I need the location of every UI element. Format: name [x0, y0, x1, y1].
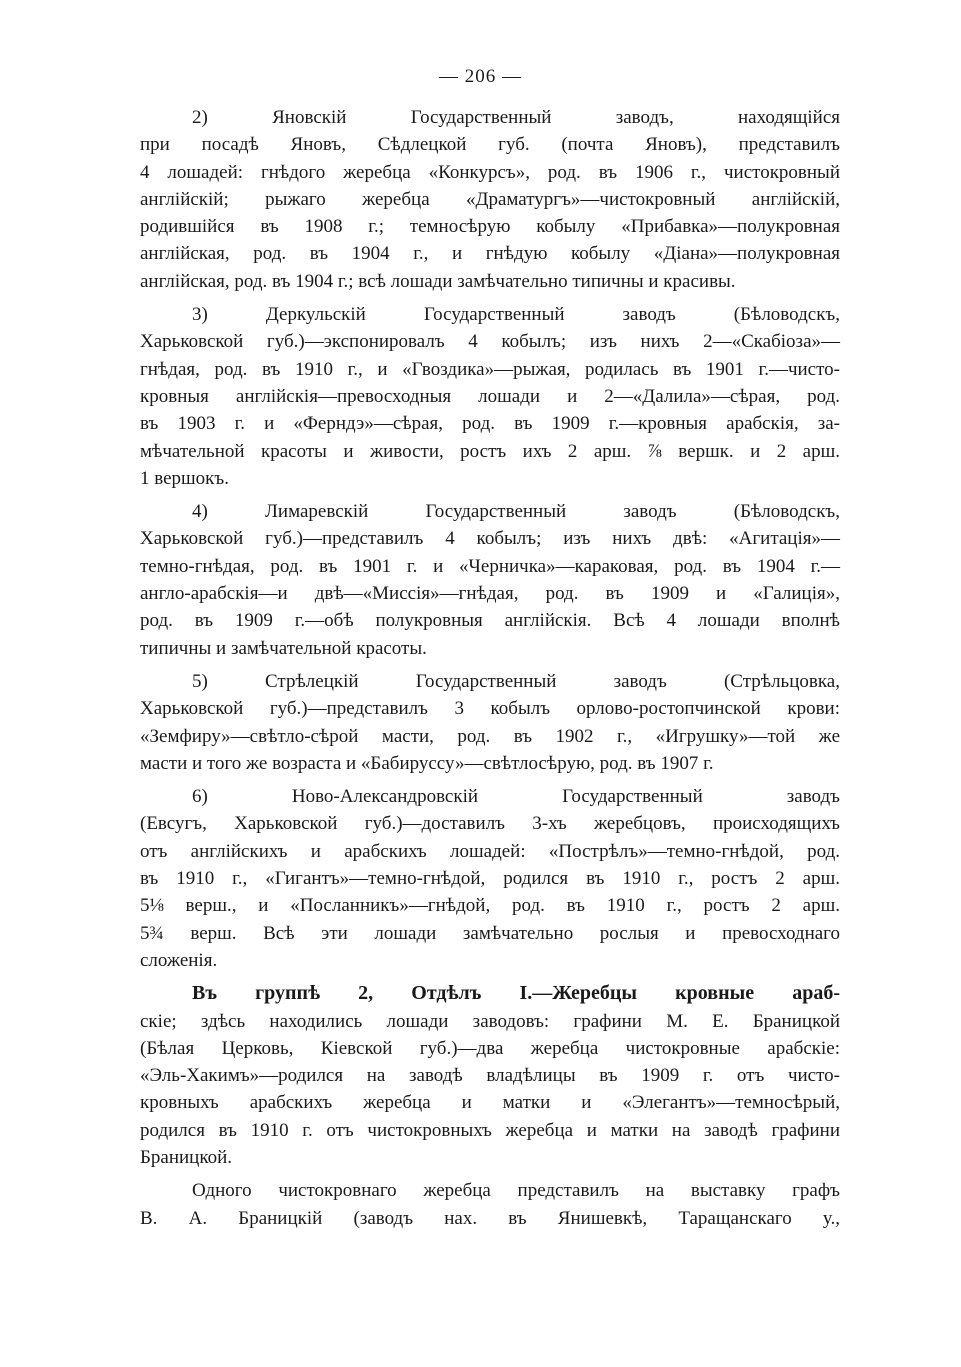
text-line: 1 вершокъ.: [140, 467, 229, 489]
text-line: 3) Деркульскій Государственный заводъ (Бѣловодскъ,: [192, 304, 840, 326]
text-line: 6) Ново-Александровскій Государственный заводъ: [192, 786, 840, 808]
text-line: Харьковской губ.)—представилъ 4 кобылъ; изъ нихъ двѣ: «Агитація»—: [140, 528, 840, 550]
text-line: родившійся въ 1908 г.; темносѣрую кобылу «Прибавка»—полукровная: [140, 216, 840, 238]
page-number: — 206 —: [439, 66, 522, 87]
text-line: темно-гнѣдая, род. въ 1901 г. и «Черничка»—караковая, род. въ 1904 г.—: [140, 555, 840, 577]
text-line: кровныя англійскія—превосходныя лошади и 2—«Далила»—сѣрая, род.: [140, 385, 840, 407]
text-line: 5¾ верш. Всѣ эти лошади замѣчательно рослыя и превосходнаго: [140, 922, 840, 944]
text-line: 2) Яновскій Государственный заводъ, находящійся: [192, 107, 840, 128]
text-line: англійская, род. въ 1904 г.; всѣ лошади замѣчательно типичны и красивы.: [140, 270, 736, 292]
text-line: Браницкой.: [140, 1146, 233, 1168]
text-line: род. въ 1909 г.—обѣ полукровныя англійскія. Всѣ 4 лошади вполнѣ: [140, 610, 840, 632]
text-line: кровныхъ арабскихъ жеребца и матки и «Элегантъ»—темносѣрый,: [140, 1092, 840, 1114]
text-line: масти и того же возраста и «Бабируссу»—свѣтлосѣрую, род. въ 1907 г.: [140, 752, 714, 774]
text-line: англійская, род. въ 1904 г., и гнѣдую кобылу «Діана»—полукровная: [140, 243, 840, 265]
body-text: [140, 104, 840, 1232]
text-line: Въ группѣ 2, Отдѣлъ I.—Жеребцы кровные араб-: [192, 982, 840, 1005]
text-line: 5⅛ верш., и «Посланникъ»—гнѣдой, род. въ 1910 г., ростъ 2 арш.: [140, 895, 840, 917]
text-line: мѣчательной красоты и живости, ростъ ихъ 2 арш. ⅞ вершк. и 2 арш.: [140, 440, 840, 462]
text-line: Одного чистокровнаго жеребца представилъ на выставку графъ: [192, 1180, 840, 1202]
text-line: англійскій; рыжаго жеребца «Драматургъ»—чистокровный англійскій,: [140, 188, 840, 210]
text-line: сложенія.: [140, 949, 218, 971]
text-line: въ 1903 г. и «Ферндэ»—сѣрая, род. въ 1909 г.—кровныя арабскія, за-: [140, 413, 840, 435]
text-line: скіе; здѣсь находились лошади заводовъ: графини М. Е. Браницкой: [140, 1010, 840, 1032]
text-line: Харьковской губ.)—представилъ 3 кобылъ орлово-ростопчинской крови:: [140, 698, 840, 720]
text-line: 4 лошадей: гнѣдого жеребца «Конкурсъ», род. въ 1906 г., чистокровный: [140, 161, 840, 183]
text-line: гнѣдая, род. въ 1910 г., и «Гвоздика»—рыжая, родилась въ 1901 г.—чисто-: [140, 358, 840, 380]
text-line: отъ англійскихъ и арабскихъ лошадей: «Пострѣлъ»—темно-гнѣдой, род.: [140, 840, 840, 862]
text-line: (Евсугъ, Харьковской губ.)—доставилъ 3-хъ жеребцовъ, происходящихъ: [140, 813, 840, 835]
text-line: (Бѣлая Церковь, Кіевской губ.)—два жеребца чистокровные арабскіе:: [140, 1037, 840, 1059]
text-line: 5) Стрѣлецкій Государственный заводъ (Стрѣльцовка,: [192, 670, 840, 692]
text-line: «Земфиру»—свѣтло-сѣрой масти, род. въ 1902 г., «Игрушку»—той же: [140, 725, 840, 747]
text-line: Харьковской губ.)—экспонировалъ 4 кобылъ; изъ нихъ 2—«Скабіоза»—: [140, 331, 840, 353]
text-line: 4) Лимаревскій Государственный заводъ (Бѣловодскъ,: [192, 501, 840, 523]
text-line: «Эль-Хакимъ»—родился на заводѣ владѣлицы въ 1909 г. отъ чисто-: [140, 1065, 840, 1087]
text-line: В. А. Браницкій (заводъ нах. въ Янишевкѣ, Таращанскаго у.,: [140, 1207, 840, 1229]
text-line: при посадѣ Яновъ, Сѣдлецкой губ. (почта Яновъ), представилъ: [140, 134, 840, 156]
text-line: англо-арабскія—и двѣ—«Миссія»—гнѣдая, род. въ 1909 и «Галиція»,: [140, 583, 840, 605]
text-line: въ 1910 г., «Гигантъ»—темно-гнѣдой, родился въ 1910 г., ростъ 2 арш.: [140, 868, 840, 890]
text-line: типичны и замѣчательной красоты.: [140, 637, 427, 659]
text-line: родился въ 1910 г. отъ чистокровныхъ жеребца и матки на заводѣ графини: [140, 1119, 840, 1141]
